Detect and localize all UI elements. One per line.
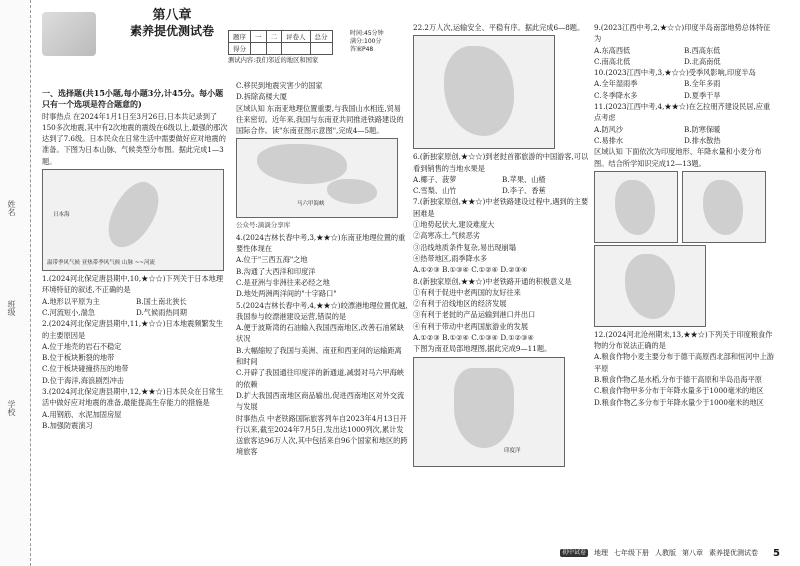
q12-option-c[interactable]: C.粮食作物甲多分布于年降水量多于1000毫米的地区: [594, 386, 764, 396]
q9-option-b[interactable]: B.西高东低: [684, 45, 721, 55]
series-tag: 初中试卷: [562, 549, 587, 556]
q8-item-1: ①有利于促进中老两国的友好往来: [413, 287, 521, 297]
binding-strip: [0, 0, 31, 566]
q11-option-c[interactable]: C.易排水: [594, 135, 624, 145]
q3-option-d[interactable]: D.拆除高楼大厦: [236, 92, 287, 102]
question-11: 11.(2023江西中考,4,★★☆)在乞拉朋齐建设民居,应重点考虑: [594, 102, 771, 123]
footer-subject: 地理: [594, 549, 609, 557]
map-legend: 温带季风气候 亚热带季风气候 山脉 ~~河流: [47, 260, 155, 267]
score-col-1: 一: [251, 31, 267, 43]
page-number: 5: [773, 547, 780, 559]
q10-option-a[interactable]: A.全年湿雨季: [594, 79, 638, 89]
binding-name-label: 姓名: [7, 200, 16, 216]
south-asia-map: [413, 357, 565, 467]
japan-sea-label: 日本海: [53, 212, 70, 219]
malacca-label: 马六甲海峡: [297, 201, 325, 208]
time-limit: 时间:45分钟: [350, 30, 384, 37]
question-10: 10.(2023江西中考,3,★☆☆)受季风影响,印度半岛: [594, 68, 756, 78]
q4-option-a[interactable]: A.位于"三西五海"之地: [236, 255, 308, 265]
q6-option-c[interactable]: C.雪梨、山竹: [413, 186, 457, 196]
question-6: 6.(新独家原创,★☆☆)到老挝首都旅游的中国游客,可以看到销售的当地水果是: [413, 152, 589, 173]
footer-edition: 人教版: [655, 549, 677, 557]
q2-option-a[interactable]: A.位于地壳的岩石不稳定: [42, 341, 122, 351]
q2-option-b[interactable]: B.位于板块断裂的地带: [42, 353, 115, 363]
footer-title: 素养提优测试卷: [709, 549, 759, 557]
q11-option-d[interactable]: D.排水散热: [684, 135, 721, 145]
q7-item-3: ③沿线地质条件复杂,易出现崩塌: [413, 242, 516, 252]
chapter-header: [42, 8, 230, 70]
question-7: 7.(新独家原创,★★☆)中老铁路建设过程中,遇到的主要困难是: [413, 197, 589, 218]
question-9: 9.(2023江西中考,2,★☆☆)印度半岛南部地势总体特征为: [594, 23, 771, 44]
question-4: 4.(2024吉林长春中考,3,★★☆)东南亚地理位置的重要性体现在: [236, 232, 406, 254]
binding-school-label: 学校: [7, 400, 16, 416]
column-1: [42, 88, 230, 431]
q1-option-d[interactable]: D.气候雨热同期: [136, 307, 187, 317]
q4-option-c[interactable]: C.是亚洲与非洲往来必经之地: [236, 277, 330, 287]
q9-option-a[interactable]: A.东高西低: [594, 45, 631, 55]
test-content: 测试内容:我们邻近的地区和国家: [228, 57, 319, 64]
q6-option-d[interactable]: D.李子、香蕉: [502, 186, 546, 196]
japan-map: [42, 169, 224, 271]
q5-option-c[interactable]: C.开辟了我国通往印度洋的新通道,减弱对马六甲海峡的依赖: [236, 368, 404, 389]
q4-option-d[interactable]: D.地处两洲两洋间的"十字路口": [236, 289, 337, 299]
chapter-title: [122, 8, 222, 39]
intro-1-3: 时事热点 在2024年1月1日至3月26日,日本共记录到了150多次地震,其中有2次地震的震级在6级以上,最强的那次达到了7.6级。日本民众在日常生活中需要做好应对地震的准备。下图为日本山脉、气候类型分布图。据此完成1—3题。: [42, 111, 228, 166]
q7-item-4: ④热带地区,雨季降水多: [413, 253, 488, 263]
q4-option-b[interactable]: B.沟通了大西洋和印度洋: [236, 266, 316, 276]
question-5: 5.(2024吉林长春中考,4,★★☆)皎漂港地理位置优越,我国参与皎漂港建设运营,错误的是: [236, 300, 408, 321]
india-maps-row: [594, 171, 774, 243]
exam-meta: [350, 30, 384, 54]
q7-options[interactable]: A.①②③ B.①③④ C.①②④ D.②③④: [413, 265, 528, 275]
section-title: 一、选择题(共15小题,每小题3分,计45分。每小题只有一个选项是符合题意的): [42, 88, 224, 110]
q3-option-a[interactable]: A.用钢筋、水泥加固房屋: [42, 409, 122, 419]
reading-figure-icon: [42, 12, 96, 56]
q5-option-b[interactable]: B.大幅缩短了我国与美洲、南亚和西亚间的运输距离和时间: [236, 345, 402, 367]
q7-item-2: ②高寒冻土,气候恶劣: [413, 231, 480, 241]
footer-grade: 七年级下册: [614, 549, 650, 557]
score-col-label: 题序: [229, 31, 251, 43]
indian-ocean-label: 印度洋: [504, 447, 521, 454]
question-1: 1.(2024河北保定唐县期中,10,★☆☆)下列关于日本地理环境特征的叙述,不正确的是: [42, 274, 224, 295]
column-2: [236, 80, 408, 458]
laos-map: [413, 35, 555, 149]
q2-option-c[interactable]: C.位于板块碰撞挤压的地带: [42, 364, 129, 374]
score-col-2: 二: [266, 31, 282, 43]
column-3: [413, 22, 591, 469]
q5-option-d[interactable]: D.扩大我国西南地区商品输出,促进西南地区对外交流与发展: [236, 390, 405, 412]
q10-option-d[interactable]: D.夏季干旱: [684, 90, 721, 100]
intro-12-13: 区域认知 下面依次为印度地形、年降水量和小麦分布图。结合所学知识完成12—13题。: [594, 147, 762, 168]
q9-option-c[interactable]: C.南高北低: [594, 56, 631, 66]
question-3: 3.(2024河北保定唐县期中,12,★★☆)日本民众在日常生活中做好应对地震的准备,最能提高生存能力的措施是: [42, 387, 224, 408]
score-col-grader: 评卷人: [282, 31, 311, 43]
q7-item-1: ①地势起伏大,建设难度大: [413, 220, 495, 230]
india-rainfall-map: [682, 171, 766, 243]
full-score: 满分:100分: [350, 38, 382, 45]
page-footer: [560, 546, 780, 560]
footer-chapter: 第八章: [682, 549, 704, 557]
q10-option-c[interactable]: C.冬季降水多: [594, 90, 638, 100]
news-continued: 22.2万人次,运输安全、平稳有序。据此完成6—8题。: [413, 23, 585, 32]
watermark: 公众号:滴滴分享库: [236, 221, 291, 230]
q11-option-a[interactable]: A.防风沙: [594, 124, 624, 134]
answer-page: 答案P48: [350, 46, 374, 53]
score-col-total: 总分: [310, 31, 332, 43]
q1-option-b[interactable]: B.国土南北狭长: [136, 296, 187, 306]
q5-option-a[interactable]: A.便于波斯湾的石油输入我国西南地区,改善石油紧缺状况: [236, 323, 404, 344]
q10-option-b[interactable]: B.全年多雨: [684, 79, 721, 89]
binding-class-label: 班级: [7, 300, 16, 316]
question-8: 8.(新独家原创,★★☆)中老铁路开通的积极意义是: [413, 276, 572, 286]
q1-option-c[interactable]: C.河流短小,湍急: [42, 307, 95, 317]
india-terrain-map: [594, 171, 678, 243]
q8-item-3: ③有利于老挝的产品运输到港口并出口: [413, 310, 536, 320]
score-table: [228, 30, 333, 55]
news-6-8: 时事热点 中老铁路国际旅客列车自2023年4月13日开行以来,截至2024年7月5日,发出达1000列次,累计发送旅客达96万人次,其中包括来自96个国家和地区的跨境旅客: [236, 413, 408, 457]
score-row-label: 得分: [229, 43, 251, 55]
column-4: [594, 22, 774, 408]
q12-option-a[interactable]: A.粮食作物小麦主要分布于德干高原西北部和恒河中上游平原: [594, 352, 774, 373]
q6-option-a[interactable]: A.椰子、菠萝: [413, 174, 457, 184]
q12-option-d[interactable]: D.粮食作物乙多分布于年降水量少于1000毫米的地区: [594, 397, 764, 407]
q1-option-a[interactable]: A.地形以平原为主: [42, 296, 100, 306]
question-2: 2.(2024河北保定唐县期中,11,★☆☆)日本地震频繁发生的主要原因是: [42, 319, 224, 340]
q2-option-d[interactable]: D.位于海洋,海浪剧烈冲击: [42, 375, 124, 385]
q12-option-b[interactable]: B.粮食作物乙是水稻,分布于德干高原和半岛沿海平原: [594, 375, 762, 385]
intro-4-5: 区域认知 东南亚地理位置重要,与我国山水相连,贸易往来密切。近年来,我国与东南亚共同推进铁路建设的国际合作。读"东南亚图示意图",完成4—5题。: [236, 103, 404, 136]
test-title: 素养提优测试卷: [129, 24, 214, 38]
q3-option-b[interactable]: B.加强防震演习: [42, 420, 93, 430]
question-12: 12.(2024河北沧州期末,13,★★☆)下列关于印度粮食作物的分布说法正确的是: [594, 329, 773, 351]
q8-item-2: ②有利于沿线地区的经济发展: [413, 299, 507, 309]
q6-option-b[interactable]: B.苹果、山楂: [502, 174, 546, 184]
southeast-asia-map: [236, 138, 398, 218]
chapter-number: 第八章: [152, 8, 192, 23]
india-crop-map: [594, 245, 706, 327]
q9-option-d[interactable]: D.北高南低: [684, 56, 721, 66]
intro-9-11: 下图为南亚局部地理图,据此完成9—11题。: [413, 344, 552, 354]
q8-item-4: ④有利于带动中老两国旅游业的发展: [413, 321, 529, 331]
q8-options[interactable]: A.①②③ B.①②④ C.①③④ D.①②③④: [413, 333, 534, 343]
q11-option-b[interactable]: B.防寒保暖: [684, 124, 721, 134]
q3-option-c[interactable]: C.移民到地震灾害少的国家: [236, 81, 323, 90]
